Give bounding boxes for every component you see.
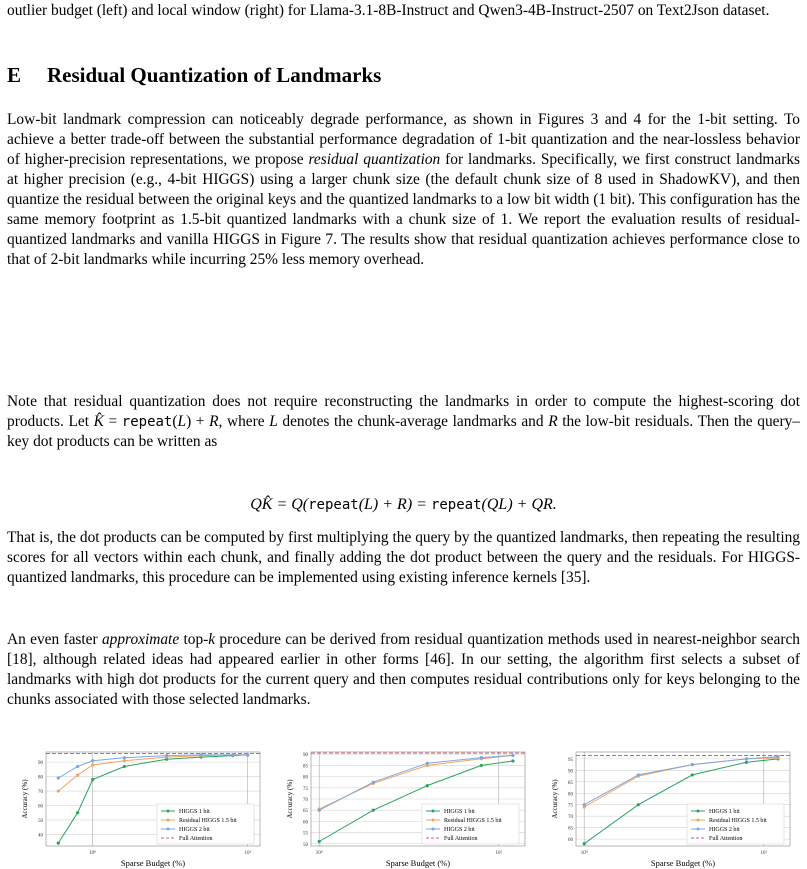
y-axis-label: Accuracy (%) (286, 779, 294, 819)
data-point (318, 840, 321, 843)
p2-L2: L (269, 413, 278, 430)
data-point (91, 759, 94, 762)
eq-rhs: (QL) + QR. (481, 496, 557, 513)
legend-marker (432, 819, 435, 822)
p4-emphasis: approximate (101, 631, 180, 648)
p1-text-b: for landmarks. Specifically, we first construct landmarks at higher precision (e.g., 4-bit HIGGS) using a larger chunk size (the default chunk size of 8 used in ShadowKV), and then quantize the residual between the original keys and the quantized landmarks to a low bit width (1 bit). This configuration has the same memory footprint as 1.5-bit quantized landmarks with a chunk size of 1. We report the evaluation results of residual-quantized landmarks and vanilla HIGGS in Figure 7. The results show that residual quantization achieves performance close to that of 2-bit landmarks while incurring 25% less memory overhead. (7, 151, 801, 268)
y-tick-label: 50 (38, 818, 43, 824)
x-axis-label: Sparse Budget (%) (650, 858, 716, 868)
x-tick-label: 10⁰ (315, 851, 323, 856)
y-tick-label: 70 (303, 798, 308, 803)
y-tick-label: 70 (568, 815, 573, 821)
data-point (745, 757, 748, 760)
p2-text-c: denotes the chunk-average landmarks and (277, 413, 549, 430)
chart-middle (275, 742, 535, 869)
data-point (776, 755, 779, 758)
y-tick-label: 75 (303, 786, 308, 792)
p2-repeat: repeat (121, 414, 173, 430)
legend-label: Full Attention (709, 836, 743, 842)
series-line (319, 755, 513, 810)
data-point (426, 784, 429, 787)
data-point (637, 803, 640, 806)
x-tick-label: 10¹ (760, 851, 768, 856)
p2-khat: K̂ (93, 413, 104, 430)
data-point (637, 773, 640, 776)
p4-text-a: An even faster (7, 631, 102, 648)
data-point (57, 789, 60, 792)
data-point (76, 774, 79, 777)
y-tick-label: 40 (38, 833, 43, 839)
y-tick-label: 90 (38, 761, 43, 767)
legend-label: HIGGS 1 bit (444, 809, 475, 815)
p4-text-c: procedure can be derived from residual quantization methods used in nearest-neighbor search [18], although related ideas had appeared earlier in other forms [46]. In our setting, the algorithm first selects a subset of landmarks with high dot products for the current query and then computes residual contributions only for keys belonging to the chunks associated with those selected landmarks. (7, 631, 800, 708)
legend-marker (432, 810, 435, 813)
y-tick-label: 80 (303, 775, 308, 781)
data-point (583, 803, 586, 806)
legend-label: Full Attention (179, 836, 213, 842)
data-point (691, 773, 694, 776)
y-tick-label: 50 (303, 842, 308, 848)
data-point (57, 842, 60, 845)
y-tick-label: 90 (303, 753, 308, 759)
p2-paren: ( (172, 413, 178, 430)
y-tick-label: 60 (38, 804, 43, 810)
legend-marker (167, 810, 170, 813)
x-tick-label: 10⁰ (89, 851, 97, 856)
p1-emphasis: residual quantization (308, 151, 441, 168)
legend-marker (167, 828, 170, 831)
legend-label: HIGGS 1 bit (179, 809, 210, 815)
figure-caption-fragment: outlier budget (left) and local window (right) for Llama-3.1-8B-Instruct and Qwen3-4B-Instruct-2507 on Text2Json dataset. (7, 2, 770, 19)
y-tick-label: 85 (568, 780, 573, 786)
y-tick-label: 90 (568, 769, 573, 775)
legend-label: Residual HIGGS 1.5 bit (179, 818, 237, 824)
y-tick-label: 95 (568, 757, 573, 763)
y-tick-label: 65 (568, 826, 573, 832)
legend-label: HIGGS 2 bit (444, 827, 475, 833)
p2-text-d: the low-bit residuals. Then the query–key dot products can be written as (7, 413, 800, 450)
eq-mid: (L) + R) = (358, 496, 431, 513)
p2-L: L (177, 413, 187, 430)
data-point (426, 762, 429, 765)
section-title: Residual Quantization of Landmarks (47, 63, 382, 87)
legend-marker (167, 819, 170, 822)
data-point (91, 778, 94, 781)
paragraph-4 (7, 630, 800, 710)
p2-text-a: Note that residual quantization does not require reconstructing the landmarks in order to compute the highest-scoring dot products. Let (7, 393, 800, 430)
figure-row (0, 742, 807, 869)
legend-marker (697, 828, 700, 831)
y-axis-label: Accuracy (%) (551, 779, 559, 819)
paragraph-3: That is, the dot products can be computed by first multiplying the query by the quantized landmarks, then repeating the resulting scores for all vectors within each chunk, and finally adding the dot product between the query and the residuals. For HIGGS-quantized landmarks, this procedure can be implemented using existing inference kernels [35]. (7, 529, 800, 586)
y-tick-label: 60 (568, 838, 573, 844)
x-tick-label: 10¹ (244, 851, 251, 856)
y-tick-label: 60 (303, 820, 308, 826)
legend-marker (697, 819, 700, 822)
eq-repeat-2: repeat (430, 497, 482, 513)
y-tick-label: 75 (568, 803, 573, 809)
data-point (511, 754, 514, 757)
p2-R: R (209, 413, 219, 430)
paragraph-2 (7, 392, 800, 452)
p2-plus: ) + (186, 413, 210, 430)
y-tick-label: 55 (303, 831, 308, 837)
data-point (480, 764, 483, 767)
legend-label: Full Attention (444, 836, 478, 842)
y-tick-label: 65 (303, 809, 308, 815)
data-point (583, 842, 586, 845)
data-point (76, 765, 79, 768)
data-point (199, 753, 202, 756)
data-point (691, 763, 694, 766)
legend-label: HIGGS 2 bit (709, 827, 740, 833)
y-tick-label: 85 (303, 764, 308, 770)
legend-label: Residual HIGGS 1.5 bit (444, 818, 502, 824)
x-axis-label: Sparse Budget (%) (385, 858, 451, 868)
chart-right (540, 742, 800, 869)
data-point (318, 809, 321, 812)
series-line (584, 758, 778, 807)
y-axis-label: Accuracy (%) (21, 779, 29, 819)
p1-text-a: Low-bit landmark compression can noticeably degrade performance, as shown in Figures 3 and 4 for the 1-bit setting. To achieve a better trade-off between the substantial performance degradation of 1-bit quantization and the near-lossless behavior of higher-precision representations, we propose (7, 111, 800, 168)
x-axis-label: Sparse Budget (%) (120, 858, 186, 868)
data-point (91, 763, 94, 766)
legend-label: HIGGS 1 bit (709, 809, 740, 815)
data-point (372, 781, 375, 784)
data-point (57, 776, 60, 779)
data-point (76, 811, 79, 814)
legend-marker (697, 810, 700, 813)
p2-eq: = (103, 413, 122, 430)
series-line (319, 755, 513, 809)
paragraph-1 (7, 110, 800, 270)
legend-marker (432, 828, 435, 831)
y-tick-label: 80 (38, 775, 43, 781)
p2-text-b: , where (218, 413, 270, 430)
display-equation (0, 494, 807, 516)
eq-lhs: QK̂ = Q( (250, 496, 309, 513)
data-point (165, 754, 168, 757)
legend-label: HIGGS 2 bit (179, 827, 210, 833)
p4-text-b: top- (179, 631, 209, 648)
eq-repeat-1: repeat (308, 497, 359, 513)
y-tick-label: 80 (568, 792, 573, 798)
series-line (58, 755, 247, 791)
data-point (511, 759, 514, 762)
data-point (123, 756, 126, 759)
data-point (372, 809, 375, 812)
section-number: E (7, 63, 22, 87)
x-tick-label: 10¹ (495, 851, 503, 856)
legend-label: Residual HIGGS 1.5 bit (709, 818, 767, 824)
data-point (123, 759, 126, 762)
p2-R2: R (548, 413, 558, 430)
p4-k: k (208, 631, 216, 648)
data-point (246, 753, 249, 756)
chart-left (10, 742, 270, 869)
data-point (123, 765, 126, 768)
data-point (480, 756, 483, 759)
data-point (231, 753, 234, 756)
data-point (745, 761, 748, 764)
x-tick-label: 10⁰ (580, 851, 588, 856)
section-heading (7, 62, 381, 88)
y-tick-label: 70 (38, 790, 43, 796)
